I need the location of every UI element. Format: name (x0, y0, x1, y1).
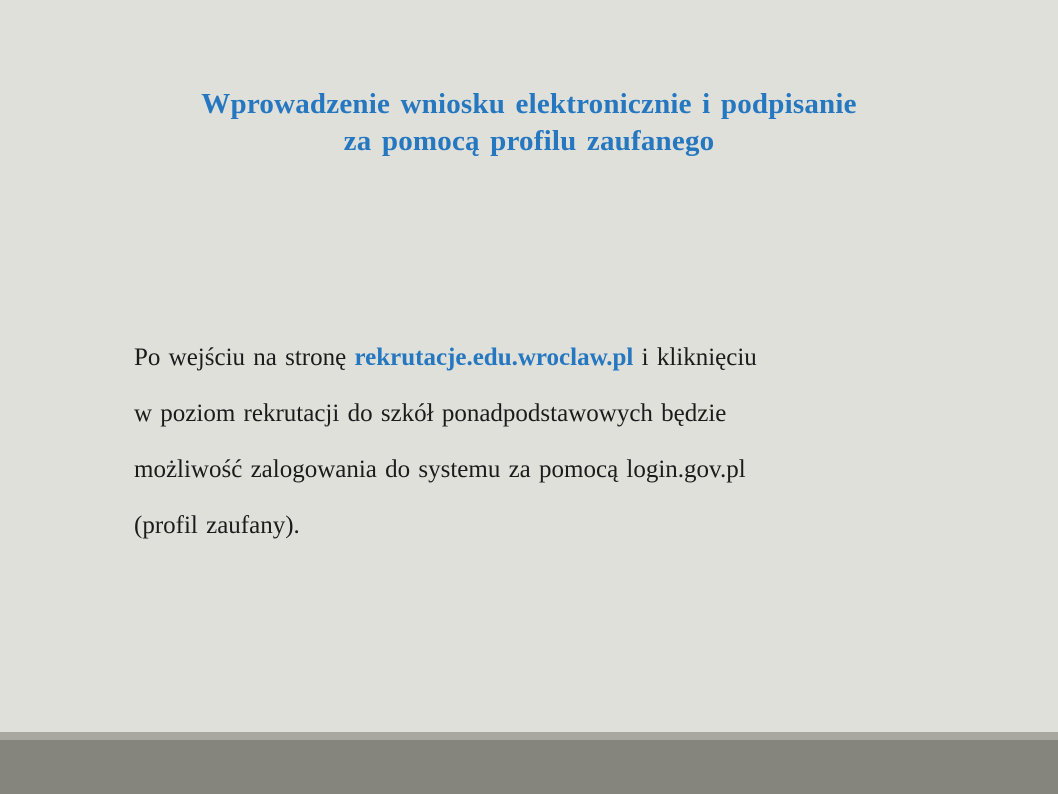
footer-dark-band (0, 740, 1058, 794)
slide-title (0, 86, 1058, 160)
slide-body-text (134, 330, 974, 554)
body-line-1-end: i kliknięciu (633, 344, 757, 371)
body-line-2: w poziom rekrutacji do szkół ponadpodstawowych będzie (134, 400, 727, 427)
footer-light-band (0, 732, 1058, 740)
body-line-4: (profil zaufany). (134, 512, 300, 539)
body-line-1 (134, 330, 974, 386)
slide-title-line-1: Wprowadzenie wniosku elektronicznie i podpisanie (201, 88, 857, 120)
body-line-1-start: Po wejściu na stronę (134, 344, 355, 371)
body-line-3: możliwość zalogowania do systemu za pomocą login.gov.pl (134, 456, 746, 483)
recruitment-website-link[interactable]: rekrutacje.edu.wroclaw.pl (354, 344, 634, 371)
slide-title-line-2: za pomocą profilu zaufanego (343, 125, 715, 157)
